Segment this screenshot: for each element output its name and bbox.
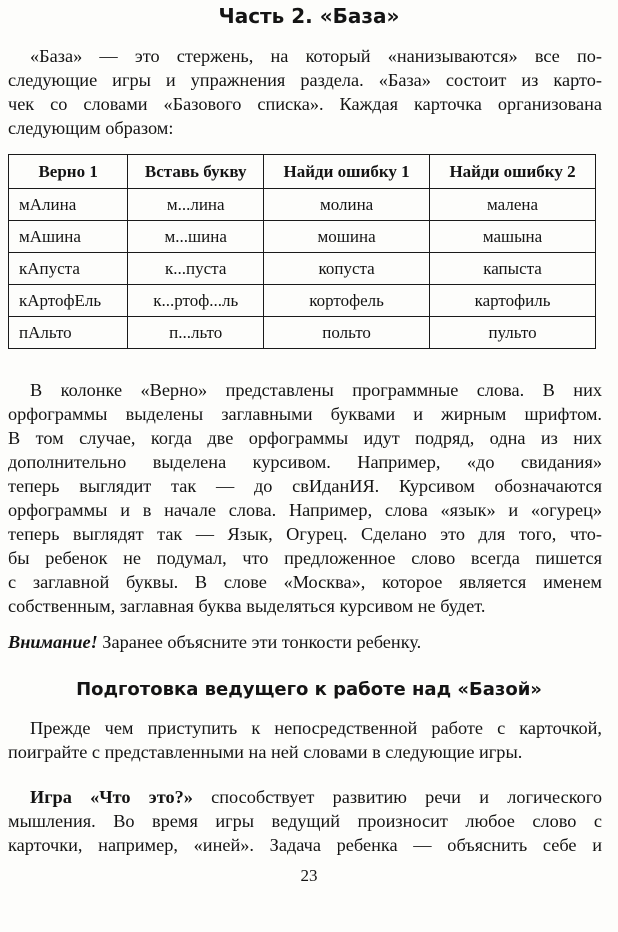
table-cell: м...шина [128, 221, 264, 253]
table-row [9, 189, 596, 221]
table-row [9, 317, 596, 349]
attention-text: Заранее объясните эти тонкости ребенку. [97, 632, 422, 652]
table-cell: копуста [264, 253, 430, 285]
column-header: Вставь букву [128, 155, 264, 189]
table-header-row [9, 155, 596, 189]
column-header: Найди ошибку 2 [430, 155, 596, 189]
intro-line: следующим образом: [8, 118, 174, 138]
table-cell: картофиль [430, 285, 596, 317]
game-line: мышления. Во время игры ведущий произносит любое слово с [8, 811, 602, 831]
table-row [9, 285, 596, 317]
attention-label: Внимание! [8, 632, 98, 652]
game-paragraph [8, 785, 602, 857]
body-line: В колонке «Верно» представлены программные слова. В них [30, 380, 602, 400]
table-row [9, 221, 596, 253]
body-line: теперь выглядят так — Язык, Огурец. Сделано это для того, что- [8, 524, 602, 544]
game-line: карточки, например, «иней». Задача ребенка — объяснить себе и [8, 835, 602, 855]
explanation-paragraph [8, 378, 602, 618]
column-header: Найди ошибку 1 [264, 155, 430, 189]
body-line: В том случае, когда две орфограммы идут подряд, одна из них [8, 428, 602, 448]
body-line: бы ребенок не подумал, что предложенное слово всегда пишется [8, 548, 602, 568]
table-cell: к...ртоф...ль [128, 285, 264, 317]
body-line: орфограммы и в начале слова. Например, слова «язык» и «огурец» [8, 500, 602, 520]
prep-line: Прежде чем приступить к непосредственной работе с карточкой, [30, 718, 602, 738]
table-cell: п...льто [128, 317, 264, 349]
game-text: способствует развитию речи и логического [192, 787, 602, 807]
table-cell: малена [430, 189, 596, 221]
table-cell: машына [430, 221, 596, 253]
table-cell: капыста [430, 253, 596, 285]
prep-paragraph [8, 716, 602, 764]
intro-paragraph [8, 44, 602, 140]
table-cell: пульто [430, 317, 596, 349]
column-header: Верно 1 [9, 155, 128, 189]
attention-note [8, 630, 602, 654]
table-cell: м...лина [128, 189, 264, 221]
intro-line: следующие игры и упражнения раздела. «База» состоит из карто- [8, 70, 602, 90]
intro-line: «База» — это стержень, на который «нанизываются» все по- [30, 46, 602, 66]
table-cell: пАльто [9, 317, 128, 349]
table-cell: польто [264, 317, 430, 349]
body-line: дополнительно выделена курсивом. Например, «до свидания» [8, 452, 602, 472]
table-cell: мАлина [9, 189, 128, 221]
section-subtitle: Подготовка ведущего к работе над «Базой» [76, 679, 542, 700]
table-cell: мАшина [9, 221, 128, 253]
table-cell: молина [264, 189, 430, 221]
body-line: собственным, заглавная буква выделяться курсивом не будет. [8, 596, 486, 616]
table-cell: к...пуста [128, 253, 264, 285]
table-cell: мошина [264, 221, 430, 253]
word-cards-table [8, 154, 596, 349]
table-cell: кАпуста [9, 253, 128, 285]
body-line: с заглавной буквы. В слове «Москва», которое является именем [8, 572, 602, 592]
game-line [8, 785, 602, 809]
page-title: Часть 2. «База» [218, 4, 400, 28]
body-line: орфограммы выделены заглавными буквами и жирным шрифтом. [8, 404, 602, 424]
intro-line: чек со словами «Базового списка». Каждая карточка организована [8, 94, 602, 114]
table-row [9, 253, 596, 285]
game-label: Игра «Что это?» [30, 787, 193, 807]
table-cell: кортофель [264, 285, 430, 317]
prep-line: поиграйте с представленными на ней словами в следующие игры. [8, 742, 523, 762]
body-line: теперь выглядит так — до свИданИЯ. Курсивом обозначаются [8, 476, 602, 496]
page-number: 23 [300, 866, 318, 885]
table-cell: кАртофЕль [9, 285, 128, 317]
